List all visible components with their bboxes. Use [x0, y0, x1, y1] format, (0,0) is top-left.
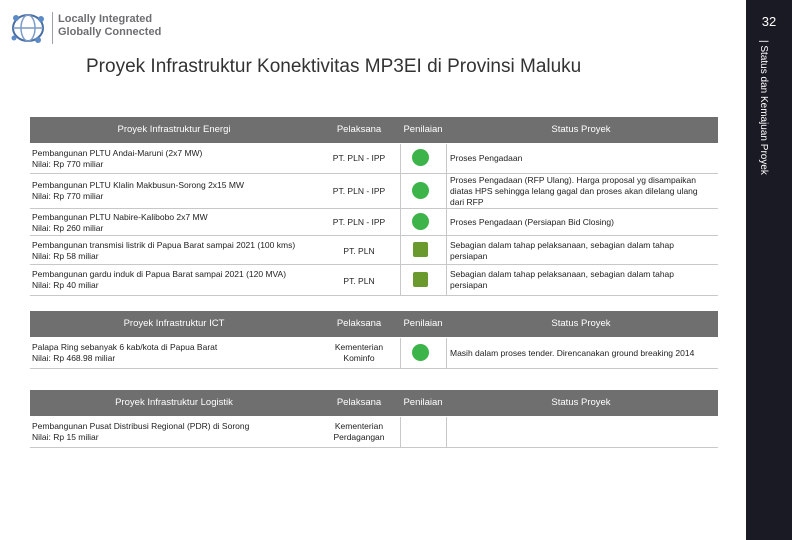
project-value: Nilai: Rp 260 miliar	[32, 223, 104, 233]
column-header-penilaian: Penilaian	[403, 397, 443, 408]
column-divider	[446, 209, 447, 235]
implementer: PT. PLN	[343, 246, 375, 256]
logo	[8, 8, 198, 48]
section-title: Proyek Infrastruktur Energi	[117, 124, 231, 135]
column-header-pelaksana: Pelaksana	[336, 318, 382, 329]
project-name: Palapa Ring sebanyak 6 kab/kota di Papua Barat	[32, 342, 218, 352]
project-cell	[32, 148, 318, 170]
project-status: Sebagian dalam tahap pelaksanaan, sebagian dalam tahap persiapan	[450, 269, 675, 290]
column-divider	[446, 265, 447, 295]
status-green-circle-icon	[412, 344, 429, 361]
implementer: PT. PLN - IPP	[332, 186, 386, 196]
section-title: Proyek Infrastruktur ICT	[123, 318, 225, 329]
page-title: Proyek Infrastruktur Konektivitas MP3EI di Provinsi Maluku	[86, 56, 582, 77]
table-row	[30, 144, 718, 174]
sidebar	[746, 0, 792, 540]
project-value: Nilai: Rp 40 miliar	[32, 280, 99, 290]
project-cell	[32, 240, 318, 262]
table-row	[30, 209, 718, 236]
column-divider	[446, 338, 447, 368]
column-header-status: Status Proyek	[551, 397, 611, 408]
status-dark-green-square-icon	[413, 242, 428, 257]
column-divider	[400, 174, 401, 208]
column-divider	[446, 144, 447, 173]
project-cell	[32, 212, 318, 234]
implementer: Kementerian Kominfo	[334, 342, 384, 363]
logo-text-line2: Globally Connected	[58, 26, 162, 38]
section-header-logistics	[30, 390, 718, 416]
status-dark-green-square-icon	[413, 272, 428, 287]
project-name: Pembangunan PLTU Klalin Makbusun-Sorong 2x15 MW	[32, 180, 244, 190]
column-header-pelaksana: Pelaksana	[336, 397, 382, 408]
column-header-penilaian: Penilaian	[403, 318, 443, 329]
status-green-circle-icon	[412, 149, 429, 166]
project-value: Nilai: Rp 58 miliar	[32, 251, 99, 261]
project-name: Pembangunan transmisi listrik di Papua Barat sampai 2021 (100 kms)	[32, 240, 296, 250]
status-green-circle-icon	[412, 213, 429, 230]
project-status: Sebagian dalam tahap pelaksanaan, sebagian dalam tahap persiapan	[450, 240, 675, 261]
page-number: 32	[761, 14, 777, 29]
project-name: Pembangunan PLTU Andai-Maruni (2x7 MW)	[32, 148, 203, 158]
status-green-circle-icon	[412, 182, 429, 199]
table-row	[30, 417, 718, 448]
table-row	[30, 338, 718, 369]
project-status: Proses Pengadaan	[450, 153, 523, 163]
section-title: Proyek Infrastruktur Logistik	[115, 397, 233, 408]
column-header-status: Status Proyek	[551, 124, 611, 135]
project-cell	[32, 342, 318, 364]
implementer: PT. PLN	[343, 276, 375, 286]
project-cell	[32, 269, 318, 291]
column-divider	[446, 174, 447, 208]
project-name: Pembangunan PLTU Nabire-Kalibobo 2x7 MW	[32, 212, 208, 222]
globe-network-icon	[8, 10, 48, 46]
section-header-ict	[30, 311, 718, 337]
column-divider	[400, 209, 401, 235]
column-divider	[400, 417, 401, 447]
table-row	[30, 265, 718, 296]
column-divider	[400, 236, 401, 264]
column-divider	[446, 417, 447, 447]
table-row	[30, 174, 718, 209]
section-header-energy	[30, 117, 718, 143]
column-divider	[446, 236, 447, 264]
logo-divider	[52, 12, 53, 44]
project-value: Nilai: Rp 770 miliar	[32, 191, 104, 201]
project-cell	[32, 180, 318, 202]
project-status: Proses Pengadaan (Persiapan Bid Closing)	[450, 217, 614, 227]
project-status: Masih dalam proses tender. Direncanakan ground breaking 2014	[450, 348, 695, 358]
project-value: Nilai: Rp 770 miliar	[32, 159, 104, 169]
implementer: Kementerian Perdagangan	[333, 421, 385, 442]
column-divider	[400, 265, 401, 295]
column-header-penilaian: Penilaian	[403, 124, 443, 135]
column-divider	[400, 144, 401, 173]
project-status: Proses Pengadaan (RFP Ulang). Harga proposal yg disampaikan diatas HPS sehingga lelang gagal dan proses akan dilelang ulang dari RFP	[450, 175, 698, 207]
project-value: Nilai: Rp 15 miliar	[32, 432, 99, 442]
sidebar-section-label: | Status dan Kemajuan Proyek	[758, 40, 769, 175]
project-name: Pembangunan gardu induk di Papua Barat sampai 2021 (120 MVA)	[32, 269, 287, 279]
table-row	[30, 236, 718, 265]
project-name: Pembangunan Pusat Distribusi Regional (PDR) di Sorong	[32, 421, 250, 431]
column-divider	[400, 338, 401, 368]
column-header-pelaksana: Pelaksana	[336, 124, 382, 135]
logo-text-line1: Locally Integrated	[58, 13, 153, 25]
implementer: PT. PLN - IPP	[332, 153, 386, 163]
implementer: PT. PLN - IPP	[332, 217, 386, 227]
project-cell	[32, 421, 318, 443]
column-header-status: Status Proyek	[551, 318, 611, 329]
project-value: Nilai: Rp 468.98 miliar	[32, 353, 116, 363]
